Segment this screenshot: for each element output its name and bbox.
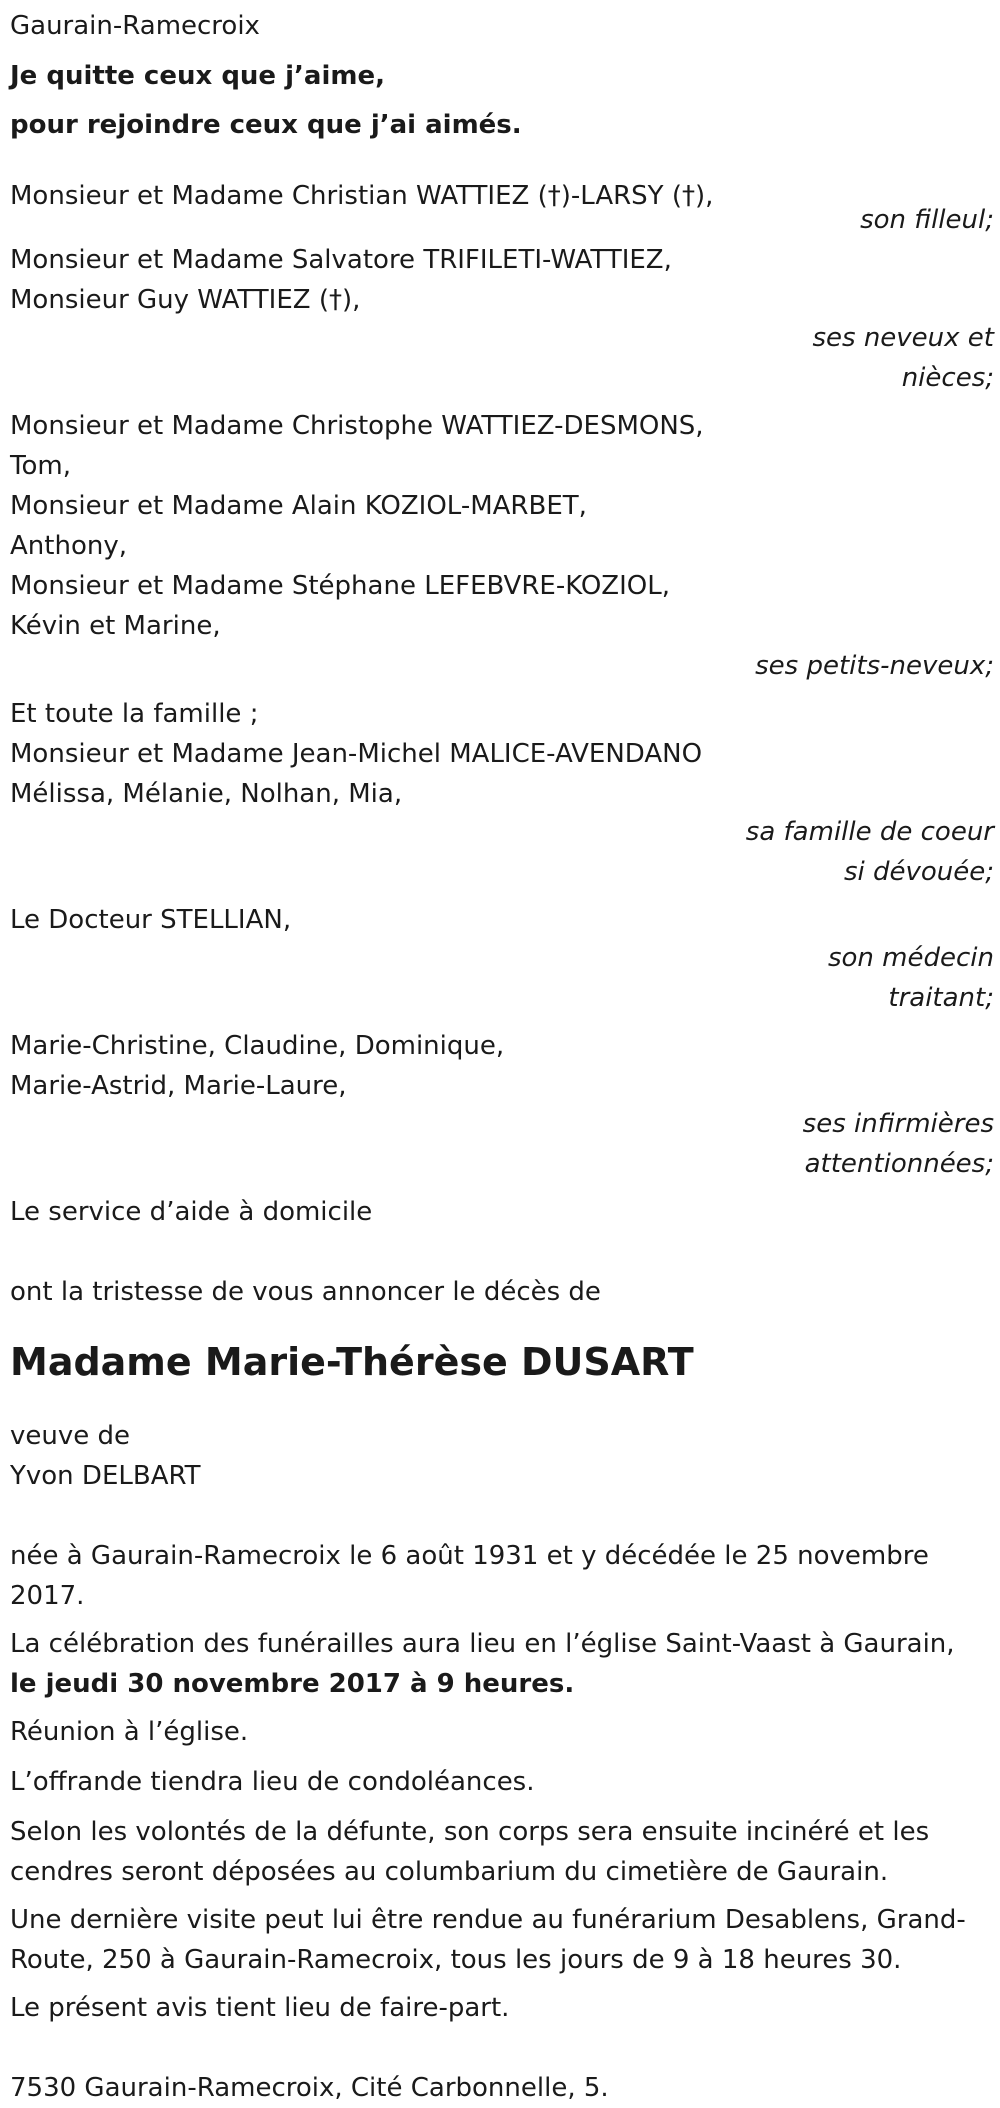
announcement: ont la tristesse de vous annoncer le décès de <box>10 1277 601 1307</box>
notice: Le présent avis tient lieu de faire-part. <box>10 1993 510 2023</box>
meeting: Réunion à l’église. <box>10 1717 249 1747</box>
family-group-nurses <box>10 1026 994 1184</box>
quote-line-1: Je quitte ceux que j’aime, <box>10 61 385 91</box>
family-name: Monsieur et Madame Christophe WATTIEZ-DESMONS, <box>10 411 704 441</box>
home-service: Le service d’aide à domicile <box>10 1197 373 1227</box>
family-relation: ses neveux et <box>812 323 994 353</box>
family-name: Kévin et Marine, <box>10 611 221 641</box>
family-name: Monsieur et Madame Stéphane LEFEBVRE-KOZIOL, <box>10 571 670 601</box>
visit: Une dernière visite peut lui être rendue au funérarium Desablens, Grand-Route, 250 à Gaurain-Ramecroix, tous les jours de 9 à 18 heures 30. <box>10 1905 966 1975</box>
family-group-nephews <box>10 240 994 398</box>
widow-of-label: veuve de <box>10 1421 131 1451</box>
family-name: Mélissa, Mélanie, Nolhan, Mia, <box>10 779 403 809</box>
family-relation: nièces; <box>901 363 994 393</box>
address: 7530 Gaurain-Ramecroix, Cité Carbonnelle, 5. <box>10 2073 609 2103</box>
family-relation: ses infirmières <box>802 1109 994 1139</box>
family-group-heart <box>10 694 994 892</box>
family-group-godson <box>10 176 994 240</box>
family-relation: son filleul; <box>860 205 994 235</box>
family-name: Le Docteur STELLIAN, <box>10 905 292 935</box>
spouse-name: Yvon DELBART <box>10 1461 201 1491</box>
family-name: Monsieur et Madame Salvatore TRIFILETI-WATTIEZ, <box>10 245 672 275</box>
family-name: Et toute la famille ; <box>10 699 259 729</box>
ceremony-date: le jeudi 30 novembre 2017 à 9 heures. <box>10 1669 575 1699</box>
family-relation: attentionnées; <box>804 1149 994 1179</box>
cremation: Selon les volontés de la défunte, son corps sera ensuite incinéré et les cendres seront déposées au columbarium du cimetière de Gaurain. <box>10 1817 930 1887</box>
family-name: Monsieur et Madame Alain KOZIOL-MARBET, <box>10 491 587 521</box>
family-name: Monsieur Guy WATTIEZ (†), <box>10 285 361 315</box>
family-name: Monsieur et Madame Christian WATTIEZ (†)-LARSY (†), <box>10 181 714 211</box>
family-relation: sa famille de coeur <box>745 817 994 847</box>
family-relation: ses petits-neveux; <box>755 651 994 681</box>
family-relation: traitant; <box>888 983 994 1013</box>
quote-line-2: pour rejoindre ceux que j’ai aimés. <box>10 110 522 140</box>
family-name: Tom, <box>10 451 71 481</box>
ceremony <box>10 1624 994 1704</box>
town-header: Gaurain-Ramecroix <box>10 11 260 41</box>
obituary-page <box>10 6 994 2108</box>
family-relation: son médecin <box>827 943 994 973</box>
family-name: Monsieur et Madame Jean-Michel MALICE-AVENDANO <box>10 739 703 769</box>
offering: L’offrande tiendra lieu de condoléances. <box>10 1767 535 1797</box>
family-name: Marie-Christine, Claudine, Dominique, <box>10 1031 505 1061</box>
family-group-doctor <box>10 900 994 1018</box>
birth-death: née à Gaurain-Ramecroix le 6 août 1931 et y décédée le 25 novembre 2017. <box>10 1541 929 1611</box>
deceased-name: Madame Marie-Thérèse DUSART <box>10 1340 694 1384</box>
family-name: Anthony, <box>10 531 127 561</box>
family-relation: si dévouée; <box>843 857 994 887</box>
ceremony-text: La célébration des funérailles aura lieu en l’église Saint-Vaast à Gaurain, <box>10 1629 955 1659</box>
family-group-grandnephews <box>10 406 994 686</box>
family-name: Marie-Astrid, Marie-Laure, <box>10 1071 347 1101</box>
